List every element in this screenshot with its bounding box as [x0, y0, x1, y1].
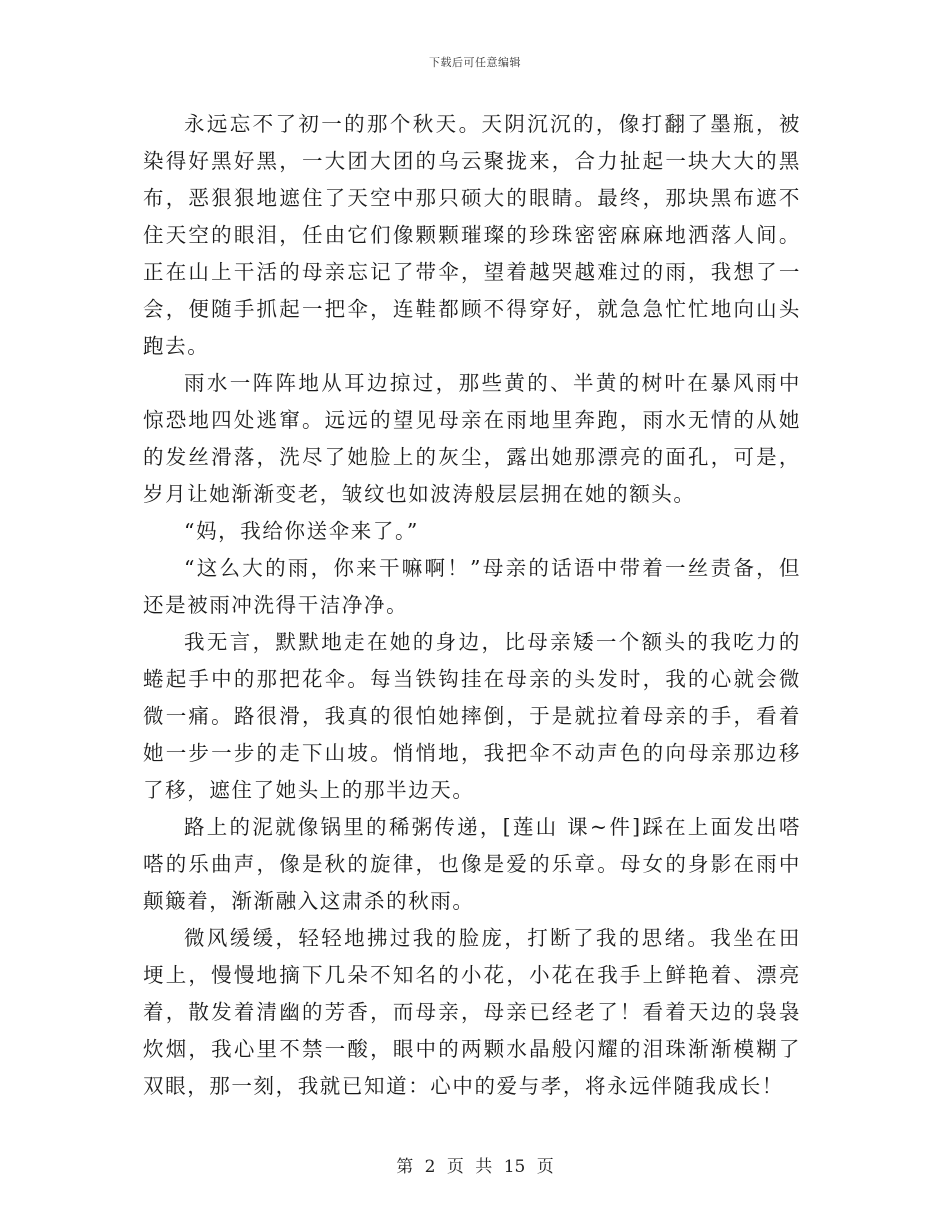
paragraph: 永远忘不了初一的那个秋天。天阴沉沉的，像打翻了墨瓶，被染得好黑好黑，一大团大团的乌云聚拢来，合力扯起一块大大的黑布，恶狠狠地遮住了天空中那只硕大的眼睛。最终，那块黑布遮不住天空的眼泪，任由它们像颗颗璀璨的珍珠密密麻麻地洒落人间。正在山上干活的母亲忘记了带伞，望着越哭越难过的雨，我想了一会，便随手抓起一把伞，连鞋都顾不得穿好，就急急忙忙地向山头跑去。 [143, 112, 801, 358]
paragraph: 我无言，默默地走在她的身边，比母亲矮一个额头的我吃力的蜷起手中的那把花伞。每当铁钩挂在母亲的头发时，我的心就会微微一痛。路很滑，我真的很怕她摔倒，于是就拉着母亲的手，看着她一步一步的走下山坡。悄悄地，我把伞不动声色的向母亲那边移了移，遮住了她头上的那半边天。 [143, 630, 801, 802]
page-number-footer: 第 2 页 共 15 页 [396, 1157, 554, 1177]
paragraph: 微风缓缓，轻轻地拂过我的脸庞，打断了我的思绪。我坐在田埂上，慢慢地摘下几朵不知名的小花，小花在我手上鲜艳着、漂亮着，散发着清幽的芳香，而母亲，母亲已经老了！看着天边的袅袅炊烟，我心里不禁一酸，眼中的两颗水晶般闪耀的泪珠渐渐模糊了双眼，那一刻，我就已知道：心中的爱与孝，将永远伴随我成长！ [143, 926, 801, 1098]
page-header: 下载后可任意编辑 [429, 56, 521, 69]
paragraph: “这么大的雨，你来干嘛啊！”母亲的话语中带着一丝责备，但还是被雨冲洗得干洁净净。 [143, 556, 801, 617]
paragraph: 雨水一阵阵地从耳边掠过，那些黄的、半黄的树叶在暴风雨中惊恐地四处逃窜。远远的望见母亲在雨地里奔跑，雨水无情的从她的发丝滑落，洗尽了她脸上的灰尘，露出她那漂亮的面孔，可是，岁月让她渐渐变老，皱纹也如波涛般层层拥在她的额头。 [143, 371, 801, 506]
paragraph: “妈，我给你送伞来了。” [184, 519, 419, 543]
document-body [143, 106, 801, 1105]
paragraph: 路上的泥就像锅里的稀粥传递，[莲山 课~件]踩在上面发出嗒嗒的乐曲声，像是秋的旋律，也像是爱的乐章。母女的身影在雨中颠簸着，渐渐融入这肃杀的秋雨。 [143, 815, 801, 913]
